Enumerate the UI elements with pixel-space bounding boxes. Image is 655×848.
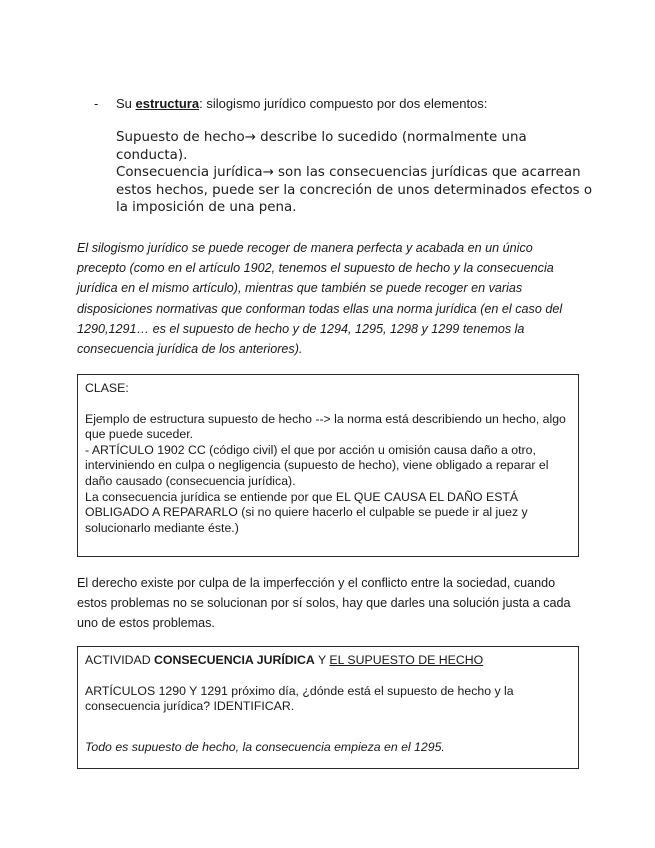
derecho-text: El derecho existe por culpa de la imperfección y el conflicto entre la sociedad, cuando estos problemas no se solucionan por sí solos, hay que darles una solución justa a cada uno de estos problemas.: [77, 576, 571, 631]
clase-line-2: - ARTÍCULO 1902 CC (código civil) el que por acción u omisión causa daño a otro, interviniendo en culpa o negligencia (supuesto de hecho), viene obligado a reparar el daño causado (consecuencia jurídica).: [85, 442, 549, 488]
bullet-dash: -: [94, 96, 99, 111]
definition-supuesto: Supuesto de hecho→ describe lo sucedido (normalmente una conducta).: [116, 130, 527, 163]
clase-line-1: Ejemplo de estructura supuesto de hecho --> la norma está describiendo un hecho, algo que puede suceder.: [85, 411, 566, 442]
actividad-heading: [85, 653, 571, 669]
actividad-box: [77, 646, 579, 769]
definitions-block: [116, 129, 596, 217]
structure-bullet: [94, 95, 487, 113]
silogismo-paragraph: [77, 238, 582, 359]
derecho-paragraph: [77, 573, 582, 634]
clase-box: [77, 374, 579, 557]
bullet-rest: : silogismo jurídico compuesto por dos elementos:: [199, 96, 488, 111]
actividad-bold: CONSECUENCIA JURÍDICA: [154, 653, 315, 667]
actividad-middle: Y: [314, 653, 330, 667]
definition-consecuencia: Consecuencia jurídica→ son las consecuencias jurídicas que acarrean estos hechos, puede ser la concreción de unos determinados efectos o la imposición de una pena.: [116, 165, 593, 216]
actividad-prefix: ACTIVIDAD: [85, 653, 155, 667]
actividad-underlined: EL SUPUESTO DE HECHO: [329, 653, 484, 667]
bullet-keyword: estructura: [135, 96, 200, 111]
silogismo-text: El silogismo jurídico se puede recoger de manera perfecta y acabada en un único precepto (como en el artículo 1902, tenemos el supuesto de hecho y la consecuencia jurídica en el mismo artículo), mientras que también se puede recoger en varias disposiciones normativas que conforman todas ellas una norma jurídica (en el caso del 1290,1291… es el supuesto de hecho y de 1294, 1295, 1298 y 1299 tenemos la consecuencia jurídica de los anteriores).: [77, 241, 563, 357]
actividad-note: Todo es supuesto de hecho, la consecuencia empieza en el 1295.: [85, 739, 445, 754]
clase-title: CLASE:: [85, 381, 129, 395]
clase-line-3: La consecuencia jurídica se entiende por que EL QUE CAUSA EL DAÑO ESTÁ OBLIGADO A REPARARLO (si no quiere hacerlo el culpable se puede ir al juez y solucionarlo mediante éste.): [85, 489, 528, 535]
bullet-prefix: Su: [116, 96, 136, 111]
actividad-body: ARTÍCULOS 1290 Y 1291 próximo día, ¿dónde está el supuesto de hecho y la consecuencia jurídica? IDENTIFICAR.: [85, 683, 514, 714]
